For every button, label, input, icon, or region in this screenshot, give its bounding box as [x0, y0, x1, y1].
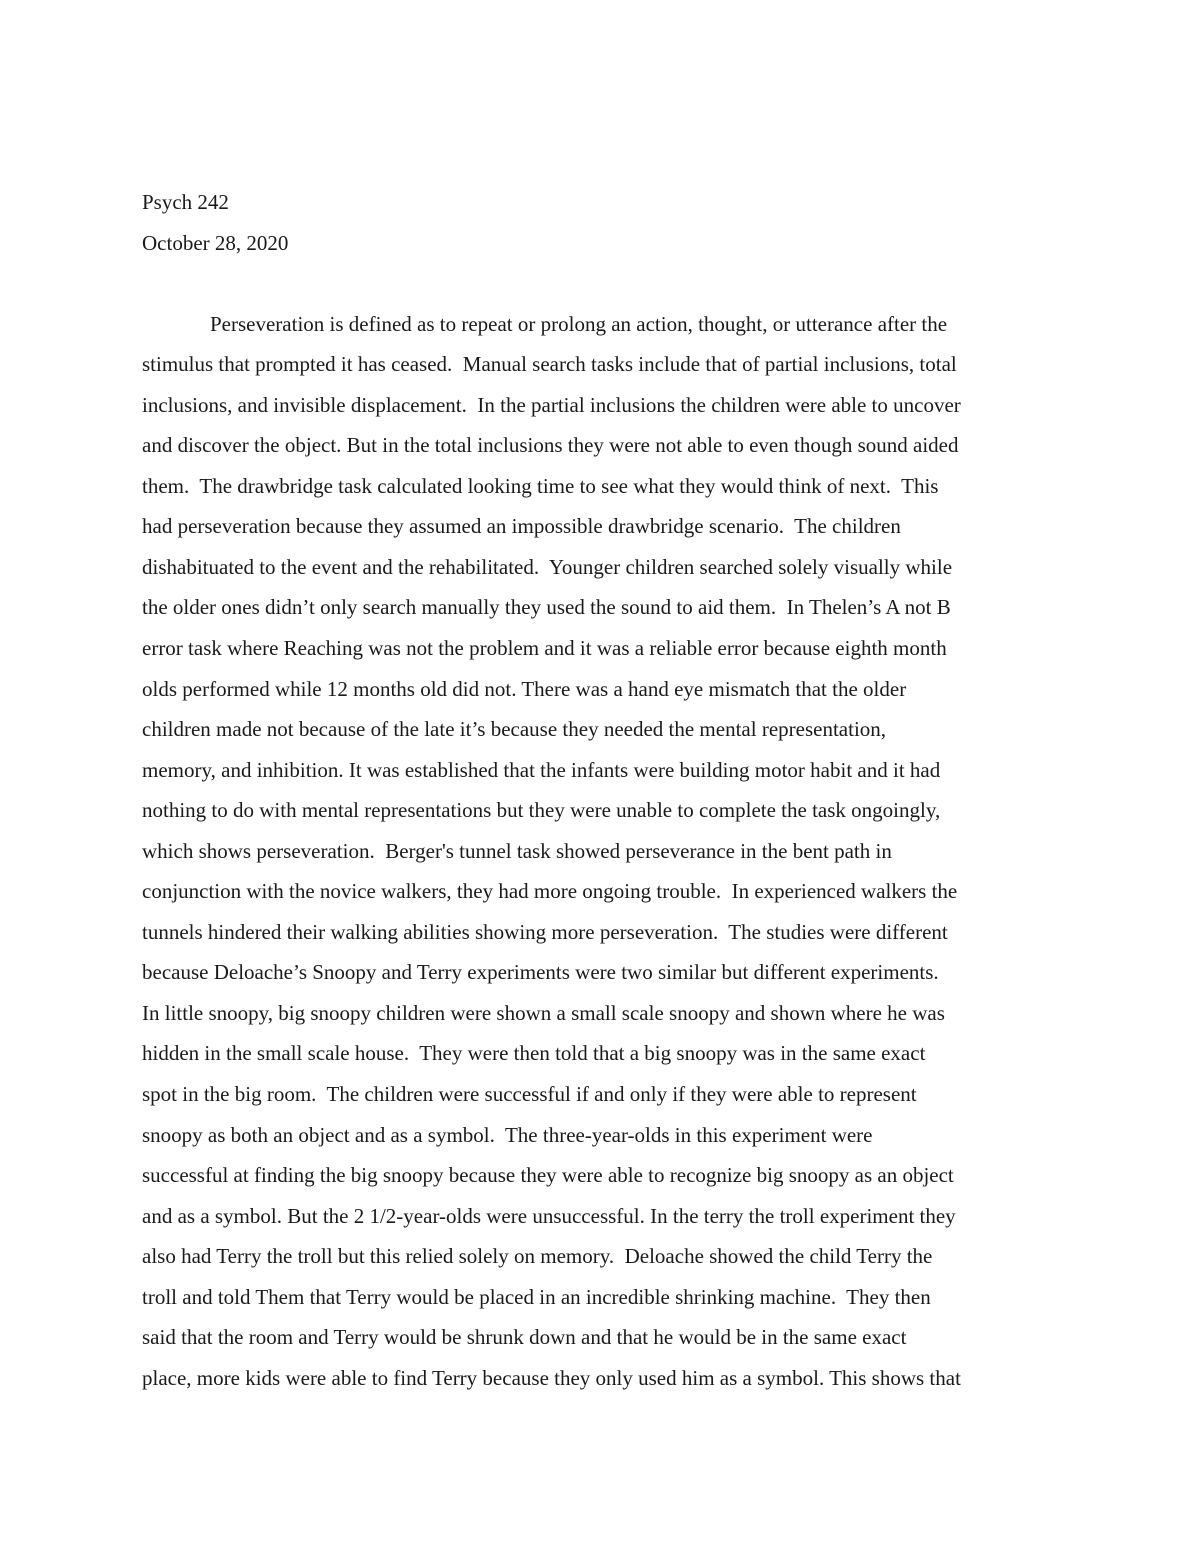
- blank-line: [142, 263, 1072, 304]
- paragraph-line: spot in the big room. The children were successful if and only if they were able to represent: [142, 1082, 917, 1107]
- paragraph-line: children made not because of the late it’s because they needed the mental representation,: [142, 717, 887, 742]
- paragraph-line: and as a symbol. But the 2 1/2-year-olds were unsuccessful. In the terry the troll experiment they: [142, 1203, 956, 1228]
- date-heading: October 28, 2020: [142, 230, 289, 255]
- paragraph-line: olds performed while 12 months old did not. There was a hand eye mismatch that the older: [142, 676, 907, 701]
- paragraph-line: memory, and inhibition. It was established that the infants were building motor habit and it had: [142, 757, 941, 782]
- paragraph-line: successful at finding the big snoopy because they were able to recognize big snoopy as an object: [142, 1163, 954, 1188]
- paragraph-line: also had Terry the troll but this relied solely on memory. Deloache showed the child Terry the: [142, 1244, 933, 1269]
- paragraph-line: and discover the object. But in the total inclusions they were not able to even though sound aided: [142, 433, 959, 458]
- body-paragraph: [142, 304, 1072, 1399]
- paragraph-line: troll and told Them that Terry would be placed in an incredible shrinking machine. They then: [142, 1284, 931, 1309]
- paragraph-line: the older ones didn’t only search manually they used the sound to aid them. In Thelen’s A not B: [142, 595, 951, 620]
- course-heading: Psych 242: [142, 190, 229, 214]
- paragraph-line: because Deloache’s Snoopy and Terry experiments were two similar but different experiments.: [142, 960, 939, 985]
- paragraph-line: error task where Reaching was not the problem and it was a reliable error because eighth month: [142, 636, 947, 661]
- paragraph-line: place, more kids were able to find Terry because they only used him as a symbol. This shows that: [142, 1365, 961, 1390]
- paragraph-line: nothing to do with mental representations but they were unable to complete the task ongoingly,: [142, 798, 941, 823]
- paragraph-line: had perseveration because they assumed an impossible drawbridge scenario. The children: [142, 514, 901, 539]
- paragraph-line: snoopy as both an object and as a symbol. The three-year-olds in this experiment were: [142, 1122, 873, 1147]
- paragraph-line: dishabituated to the event and the rehabilitated. Younger children searched solely visually while: [142, 554, 953, 579]
- paragraph-line: said that the room and Terry would be shrunk down and that he would be in the same exact: [142, 1325, 907, 1350]
- paragraph-line: stimulus that prompted it has ceased. Manual search tasks include that of partial inclusions, total: [142, 352, 957, 377]
- paragraph-line: In little snoopy, big snoopy children were shown a small scale snoopy and shown where he was: [142, 1000, 945, 1025]
- document-text: [142, 182, 1072, 1398]
- paragraph-line: inclusions, and invisible displacement. In the partial inclusions the children were able to uncover: [142, 392, 961, 417]
- paragraph-line: Perseveration is defined as to repeat or prolong an action, thought, or utterance after the: [210, 311, 948, 336]
- paragraph-line: hidden in the small scale house. They were then told that a big snoopy was in the same exact: [142, 1041, 926, 1066]
- paragraph-line: which shows perseveration. Berger's tunnel task showed perseverance in the bent path in: [142, 838, 892, 863]
- paragraph-line: them. The drawbridge task calculated looking time to see what they would think of next. This: [142, 473, 939, 498]
- paragraph-line: tunnels hindered their walking abilities showing more perseveration. The studies were different: [142, 919, 948, 944]
- paragraph-line: conjunction with the novice walkers, they had more ongoing trouble. In experienced walkers the: [142, 879, 958, 904]
